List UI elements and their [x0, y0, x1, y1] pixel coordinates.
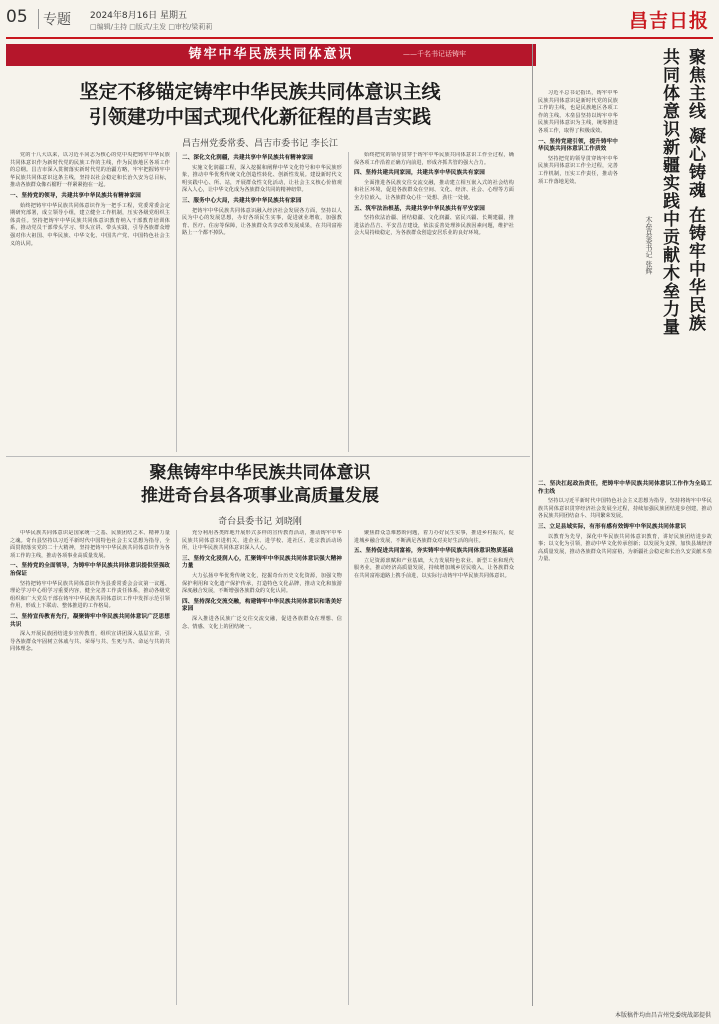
page-footer: 本版稿件均由昌吉州党委统战部提供 — [614, 1012, 711, 1019]
banner-subtitle: ——千名书记话铸牢 — [403, 50, 466, 58]
article1-column-1 — [10, 152, 170, 452]
article-divider — [6, 456, 530, 457]
article2-title-line1: 聚焦铸牢中华民族共同体意识 — [149, 463, 371, 483]
body-paragraph: 始终把铸牢中华民族共同体意识作为一把手工程，党委常委会定期研究部署，成立领导小组，建立健全工作机制，压实各级党组织主体责任。坚持把铸牢中华民族共同体意识教育纳入干部教育培训体系，推动党员干部带头学习、带头宣讲、带头实践，引导各族群众增强对伟大祖国、中华民族、中华文化、中国共产党、中国特色社会主义的认同。 — [10, 202, 170, 247]
article2-title — [20, 462, 500, 508]
body-paragraph: 实施文化润疆工程，深入挖掘和阐释中华文化符号和中华民族形象，推动中华优秀传统文化创造性转化、创新性发展。建设新时代文明实践中心、所、站，开展群众性文化活动，让社会主义核心价值观深入人心，让中华文化成为各族群众共同的精神纽带。 — [182, 164, 342, 194]
topic-banner — [6, 44, 536, 66]
article3-title-col1: 聚焦主线 凝心铸魂 在铸牢中华民族 — [685, 48, 705, 332]
section-heading: 二、坚持宣传教育先行，凝聚铸牢中华民族共同体意识广泛思想共识 — [10, 613, 170, 628]
section-heading: 五、筑牢法治根基，共建共享中华民族共有平安家园 — [354, 205, 485, 212]
body-paragraph: 党的十八大以来，以习近平同志为核心的党中央把铸牢中华民族共同体意识作为新时代党的民族工作的主线，作为民族地区各项工作的总纲。昌吉市深入贯彻落实新时代党的治疆方略，牢牢把握铸牢中华民族共同体意识这条主线，坚持以社会稳定和长治久安为总目标，推动各族群众像石榴籽一样紧紧抱在一起。 — [10, 152, 170, 189]
body-paragraph: 聚焦群众急难愁盼问题，着力办好民生实事，推进乡村振兴，促进城乡融合发展，不断满足各族群众对美好生活的向往。 — [354, 530, 514, 544]
body-paragraph: 坚持把党的领导贯穿铸牢中华民族共同体意识工作全过程，完善工作机制，压实工作责任，推动各项工作落地见效。 — [538, 155, 618, 185]
section-heading: 四、坚持深化交流交融，构建铸牢中华民族共同体意识和谐美好家园 — [182, 598, 342, 613]
body-paragraph: 充分利用各类阵地开展形式多样的宣传教育活动，推动铸牢中华民族共同体意识进机关、进企业、进学校、进社区、进宗教活动场所，让中华民族共同体意识深入人心。 — [182, 530, 342, 552]
article3-column-top — [538, 90, 618, 470]
body-paragraph: 坚持把铸牢中华民族共同体意识作为县委常委会会议第一议题、理论学习中心组学习重要内容，健全完善工作责任体系，推动各级党组织和广大党员干部在铸牢中华民族共同体意识工作中发挥示范引领作用，形成上下联动、整体推进的工作格局。 — [10, 580, 170, 610]
body-paragraph: 习近平总书记指出，铸牢中华民族共同体意识是新时代党的民族工作的主线，也是民族地区各项工作的主线。木垒县坚持以铸牢中华民族共同体意识为主线，统筹推进各项工作，取得了积极成效。 — [538, 90, 618, 134]
section-heading: 三、服务中心大局，共建共享中华民族共有家园 — [182, 197, 302, 204]
body-paragraph: 坚持以习近平新时代中国特色社会主义思想为指导，坚持将铸牢中华民族共同体意识贯穿经济社会发展全过程，持续加强民族团结进步创建，推动各民族共同团结奋斗、共同繁荣发展。 — [538, 498, 712, 520]
article1-title-line1: 坚定不移锚定铸牢中华民族共同体意识主线 — [79, 81, 441, 103]
right-section-divider — [532, 44, 533, 1006]
page-number: 05 — [6, 7, 28, 27]
body-paragraph: 大力弘扬中华优秀传统文化，挖掘奇台历史文化资源，加强文物保护利用和文化遗产保护传承，打造特色文化品牌，推动文化和旅游深度融合发展，不断增强各族群众的文化认同。 — [182, 572, 342, 595]
column-divider — [176, 530, 177, 1005]
newspaper-masthead: 昌吉日报 — [628, 10, 709, 32]
page-header — [0, 0, 719, 40]
article1-column-3 — [354, 152, 514, 452]
editor-credits: □编辑/主持 □版式/主发 □审校/梁莉莉 — [90, 23, 213, 31]
section-heading: 一、坚持党的领导，共建共享中华民族共有精神家园 — [10, 192, 141, 199]
body-paragraph: 中华民族共同体意识是国家统一之基、民族团结之本、精神力量之魂。奇台县坚持以习近平新时代中国特色社会主义思想为指导，全面贯彻落实党的二十大精神，坚持把铸牢中华民族共同体意识作为各项工作的主线，推动各项事业高质量发展。 — [10, 530, 170, 559]
header-rule — [6, 37, 713, 39]
body-paragraph: 始终把党的领导贯穿于铸牢中华民族共同体意识工作全过程，确保各项工作沿着正确方向前进，形成齐抓共管的强大合力。 — [354, 152, 514, 166]
column-divider — [348, 530, 349, 1005]
body-paragraph: 立足资源禀赋和产业基础，大力发展特色农业、新型工业和现代服务业，推动经济高质量发展，持续增加城乡居民收入，让各族群众在共同富裕道路上携手前进，以实际行动铸牢中华民族共同体意识。 — [354, 557, 514, 579]
issue-date: 2024年8月16日 星期五 — [90, 11, 187, 21]
article2-column-3 — [354, 530, 514, 1005]
article3-byline: 木垒县委书记 张辉 — [645, 216, 653, 275]
section-heading: 二、深化文化润疆，共建共享中华民族共有精神家园 — [182, 155, 313, 161]
section-heading: 一、坚持党建引领，提升铸牢中华民族共同体意识工作质效 — [538, 138, 618, 153]
section-heading: 五、坚持促进共同富裕，夯实铸牢中华民族共同体意识物质基础 — [354, 548, 514, 555]
article1-title-line2: 引领建功中国式现代化新征程的昌吉实践 — [88, 106, 431, 128]
article2-title-line2: 推进奇台县各项事业高质量发展 — [141, 486, 379, 506]
body-paragraph: 全面推进各民族交往交流交融，推动建立相互嵌入式的社会结构和社区环境，促进各族群众在空间、文化、经济、社会、心理等方面全方位嵌入，让各族群众心往一处想、劲往一处使。 — [354, 179, 514, 201]
section-heading: 一、坚持党的全面领导，为铸牢中华民族共同体意识提供坚强政治保证 — [10, 563, 170, 577]
section-name: 专题 — [38, 9, 71, 29]
article2-column-1 — [10, 530, 170, 1005]
body-paragraph: 把铸牢中华民族共同体意识融入经济社会发展各方面，坚持以人民为中心的发展思想，办好各项民生实事，促进就业增收，加强教育、医疗、住房等保障，让各族群众共享改革发展成果，在共同富裕路上一个都不掉队。 — [182, 207, 342, 237]
article3-vertical-title — [622, 44, 712, 374]
column-divider — [348, 152, 349, 452]
column-divider — [176, 152, 177, 452]
article1-column-2 — [182, 152, 342, 452]
banner-title: 铸牢中华民族共同体意识 — [188, 47, 354, 62]
body-paragraph: 深入开展民族团结进步宣传教育，组织宣讲团深入基层宣讲，引导各族群众牢固树立休戚与共、荣辱与共、生死与共、命运与共的共同体理念。 — [10, 631, 170, 653]
body-paragraph: 以教育为先导，深化中华民族共同体意识教育，讲好民族团结进步故事；以文化为引领，推动中华文化传承创新；以发展为支撑，加快县域经济高质量发展，推动各族群众共同富裕，为新疆社会稳定和长治久安贡献木垒力量。 — [538, 533, 712, 563]
section-heading: 三、坚持文化浸润人心，汇聚铸牢中华民族共同体意识强大精神力量 — [182, 555, 342, 570]
article2-byline: 奇台县委书记 刘晓刚 — [218, 517, 302, 527]
article1-title — [20, 80, 500, 130]
article3-column-bottom — [538, 478, 712, 1006]
article1-byline: 昌吉州党委常委、昌吉市委书记 李长江 — [182, 139, 338, 149]
section-heading: 二、坚决扛起政治责任，把铸牢中华民族共同体意识工作作为全局工作主线 — [538, 481, 712, 495]
body-paragraph: 深入推进各民族广泛交往交流交融，促进各族群众在理想、信念、情感、文化上的团结统一。 — [182, 615, 342, 630]
article2-column-2 — [182, 530, 342, 1005]
section-heading: 三、立足县域实际，有形有感有效铸牢中华民族共同体意识 — [538, 523, 687, 530]
article3-title-col2: 共同体意识新疆实践中贡献木垒力量 — [659, 48, 679, 336]
body-paragraph: 坚持依法治疆、团结稳疆、文化润疆、富民兴疆、长期建疆，推进法治昌吉、平安昌吉建设，依法妥善处理涉民族因素问题，维护社会大局持续稳定，为各族群众创造安居乐业的良好环境。 — [354, 215, 514, 237]
section-heading: 四、坚持共建共同家园，共建共享中华民族共有家园 — [354, 170, 485, 177]
